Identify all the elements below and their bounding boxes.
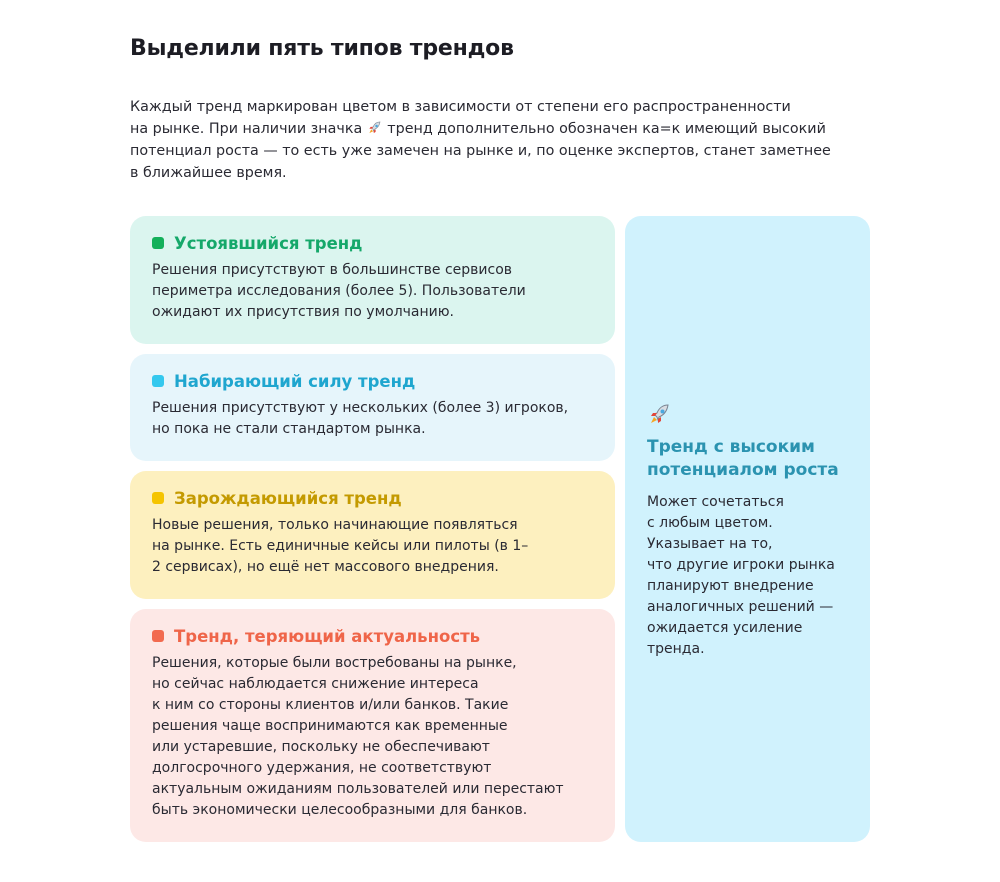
description-line: или устаревшие, поскольку не обеспечивают bbox=[152, 739, 490, 755]
trend-card-header bbox=[152, 232, 593, 254]
description-line: Может сочетаться bbox=[647, 494, 784, 510]
title-line: потенциалом роста bbox=[647, 460, 839, 480]
rocket-icon bbox=[367, 120, 383, 135]
description-line: Новые решения, только начинающие появляться bbox=[152, 517, 518, 533]
description-line: долгосрочного удержания, не соответствуют bbox=[152, 760, 492, 776]
description-line: к ним со стороны клиентов и/или банков. Такие bbox=[152, 697, 509, 713]
description-line: тренда. bbox=[647, 641, 705, 657]
intro-line: потенциал роста — то есть уже замечен на рынке и, по оценке экспертов, станет заметнее bbox=[130, 143, 831, 159]
description-line: Указывает на то, bbox=[647, 536, 773, 552]
trend-card-title: Тренд, теряющий актуальность bbox=[174, 626, 481, 646]
page-title: Выделили пять типов трендов bbox=[130, 36, 514, 61]
high-potential-title bbox=[647, 436, 857, 482]
description-line: быть экономически целесообразными для банков. bbox=[152, 802, 528, 818]
description-line: ожидается усиление bbox=[647, 620, 803, 636]
trend-card-title: Зарождающийся тренд bbox=[174, 488, 402, 508]
trend-card-header bbox=[152, 370, 593, 392]
high-potential-description bbox=[647, 492, 862, 660]
trend-card-emerging bbox=[130, 471, 615, 599]
description-line: 2 сервисах), но ещё нет массового внедрения. bbox=[152, 559, 499, 575]
description-line: периметра исследования (более 5). Пользователи bbox=[152, 283, 526, 299]
intro-line: Каждый тренд маркирован цветом в зависимости от степени его распространенности bbox=[130, 99, 791, 115]
description-line: но сейчас наблюдается снижение интереса bbox=[152, 676, 479, 692]
intro-text bbox=[130, 96, 870, 184]
trend-card-header bbox=[152, 487, 593, 509]
description-line: но пока не стали стандартом рынка. bbox=[152, 421, 426, 437]
intro-line: в ближайшее время. bbox=[130, 165, 287, 181]
title-line: Тренд с высоким bbox=[647, 437, 815, 457]
trend-card-description bbox=[152, 398, 593, 440]
red-marker-icon bbox=[152, 630, 164, 642]
description-line: Решения присутствуют в большинстве сервисов bbox=[152, 262, 513, 278]
trend-card-declining bbox=[130, 609, 615, 842]
trend-card-description bbox=[152, 515, 593, 578]
trend-card-header bbox=[152, 625, 593, 647]
description-line: с любым цветом. bbox=[647, 515, 773, 531]
trend-card-title: Устоявшийся тренд bbox=[174, 233, 363, 253]
description-line: Решения, которые были востребованы на рынке, bbox=[152, 655, 517, 671]
description-line: Решения присутствуют у нескольких (более 3) игроков, bbox=[152, 400, 569, 416]
trend-card-description bbox=[152, 260, 593, 323]
description-line: решения чаще воспринимаются как временные bbox=[152, 718, 508, 734]
description-line: ожидают их присутствия по умолчанию. bbox=[152, 304, 454, 320]
rocket-icon bbox=[647, 402, 673, 426]
blue-marker-icon bbox=[152, 375, 164, 387]
trend-card-title: Набирающий силу тренд bbox=[174, 371, 416, 391]
green-marker-icon bbox=[152, 237, 164, 249]
intro-line: на рынке. При наличии значка тренд дополнительно обозначен ка=к имеющий высокий bbox=[130, 121, 826, 137]
trend-card-gaining bbox=[130, 354, 615, 461]
description-line: аналогичных решений — bbox=[647, 599, 834, 615]
yellow-marker-icon bbox=[152, 492, 164, 504]
description-line: актуальным ожиданиям пользователей или перестают bbox=[152, 781, 564, 797]
description-line: что другие игроки рынка bbox=[647, 557, 835, 573]
description-line: на рынке. Есть единичные кейсы или пилоты (в 1– bbox=[152, 538, 529, 554]
description-line: планируют внедрение bbox=[647, 578, 814, 594]
high-potential-card bbox=[625, 216, 870, 842]
trend-card-description bbox=[152, 653, 593, 821]
trend-card-established bbox=[130, 216, 615, 344]
